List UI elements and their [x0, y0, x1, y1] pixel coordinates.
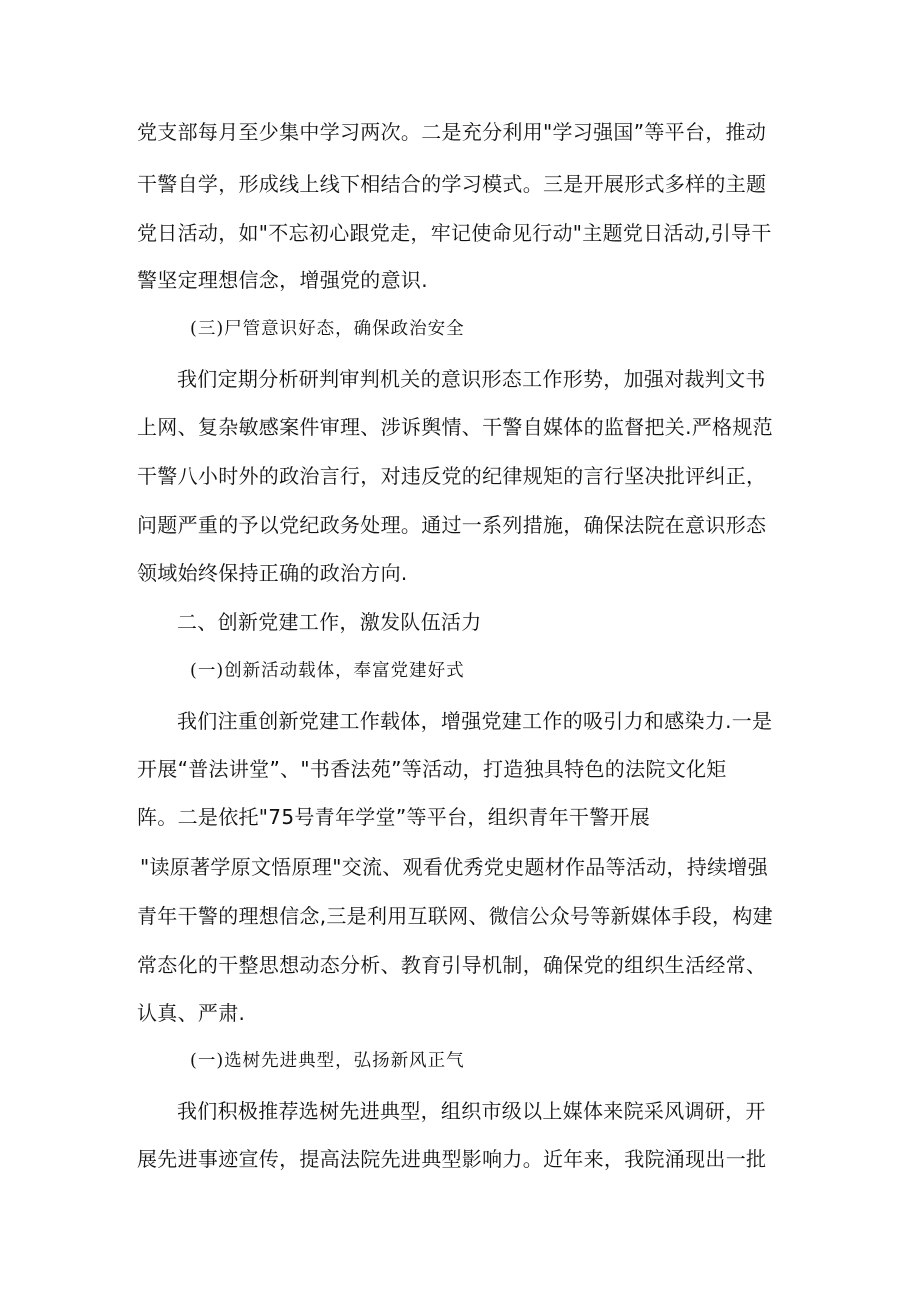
paragraph-line: 上网、复杂敏感案件审理、涉诉舆情、干警自媒体的监督把关.严格规范 — [137, 415, 773, 439]
subsection-heading: (三)尸管意识好态，确保政治安全 — [190, 319, 465, 339]
paragraph-line: 青年干警的理想信念,三是利用互联网、微信公众号等新媒体手段，构建 — [137, 904, 773, 928]
subsection-heading: (一)创新活动载体，奉富党建好式 — [190, 661, 465, 681]
paragraph-line: 认真、严肃. — [137, 1001, 246, 1025]
paragraph-line: 我们积极推荐选树先进典型，组织市级以上媒体来院采风调研，开 — [177, 1099, 766, 1123]
paragraph-line: "读原著学原文悟原理"交流、观看优秀党史题材作品等活动，持续增强 — [140, 855, 768, 879]
section-heading: 二、创新党建工作，激发队伍活力 — [177, 610, 482, 634]
paragraph-line: 阵。二是依托"75号青年学堂”等平台，组织青年干警开展 — [137, 805, 651, 829]
paragraph-line: 警坚定理想信念，增强党的意识. — [137, 268, 428, 292]
paragraph-line: 领域始终保持正确的政治方向. — [137, 561, 408, 585]
paragraph-line: 我们定期分析研判审判机关的意识形态工作形势，加强对裁判文书 — [177, 367, 766, 391]
paragraph-line: 干警自学，形成线上线下相结合的学习模式。三是开展形式多样的主题 — [137, 172, 767, 196]
paragraph-line: 干警八小时外的政治言行，对违反党的纪律规矩的言行坚决批评纠正， — [137, 464, 767, 488]
paragraph-line: 党支部每月至少集中学习两次。二是充分利用"学习强国”等平台，推动 — [137, 120, 767, 144]
paragraph-line: 问题严重的予以党纪政务处理。通过一系列措施，确保法院在意识形态 — [137, 513, 767, 537]
paragraph-line: 我们注重创新党建工作载体，增强党建工作的吸引力和感染力.一是 — [177, 709, 773, 733]
subsection-heading: (一)选树先进典型，弘扬新风正气 — [190, 1051, 465, 1071]
paragraph-line: 常态化的干整思想动态分析、教育引导机制，确保党的组织生活经常、 — [137, 953, 767, 977]
paragraph-line: 开展“普法讲堂”、"书香法苑”等活动，打造独具特色的法院文化矩 — [137, 757, 727, 781]
paragraph-line: 展先进事迹宣传，提高法院先进典型影响力。近年来，我院涌现出一批 — [137, 1147, 767, 1171]
paragraph-line: 党日活动，如"不忘初心跟党走，牢记使命见行动"主题党日活动,引导干 — [137, 221, 772, 245]
